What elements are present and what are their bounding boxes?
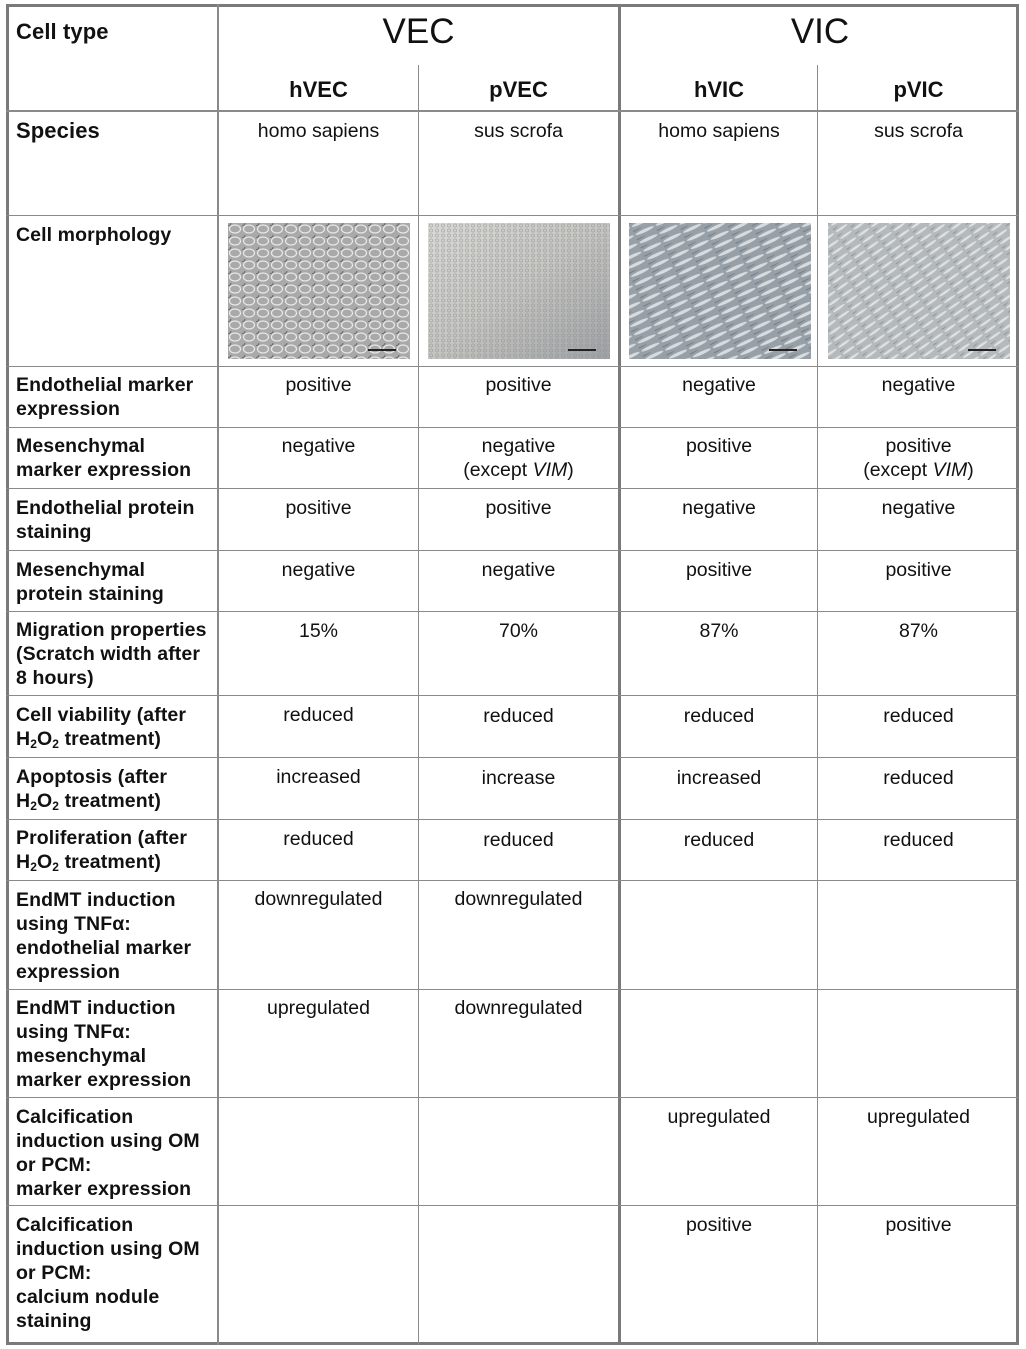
row-divider — [6, 215, 1019, 216]
micrograph-hvic — [629, 223, 811, 359]
row-divider — [6, 1205, 1019, 1206]
cell-value: 70% — [498, 620, 539, 642]
cell-value: negative — [682, 374, 756, 396]
cell-type-label: Cell type — [16, 19, 109, 44]
h2o2-formula: $H_2O_2$ — [16, 851, 60, 874]
micrograph-pvec — [428, 223, 610, 359]
column-heading-pvic: pVIC — [893, 77, 944, 102]
cell-value: 87% — [699, 620, 739, 642]
group-vec-heading: VEC — [382, 12, 455, 51]
cell-value: positive — [285, 374, 352, 396]
cell-value: positive — [685, 1214, 753, 1236]
cell-value: 15% — [298, 620, 339, 642]
cell-value: negative — [281, 435, 356, 457]
column-heading-hvec: hVEC — [289, 77, 348, 102]
row-divider — [6, 695, 1019, 696]
cell-value: 87% — [898, 620, 939, 642]
row-label-cell-viability: Cell viability (after $H_2O_2$ treatment) — [16, 704, 187, 751]
morphology-label: Cell morphology — [16, 224, 172, 246]
row-divider — [6, 366, 1019, 367]
exception-note: (except VIM) — [863, 459, 974, 481]
cell-value: reduced — [683, 705, 755, 727]
row-divider — [6, 880, 1019, 881]
row-label-endothelial-marker: Endothelial marker expression — [16, 374, 194, 420]
row-label-endothelial-protein: Endothelial protein staining — [16, 497, 195, 543]
species-value: homo sapiens — [658, 120, 780, 142]
species-value: homo sapiens — [257, 120, 380, 142]
cell-value: reduced — [883, 767, 954, 789]
cell-value: positive — [885, 1214, 952, 1236]
cell-value-with-note: positive (except VIM) — [863, 435, 974, 481]
cell-value: negative — [881, 374, 956, 396]
row-label-calcification-staining: Calcification induction using OM or PCM: calcium nodule staining — [16, 1214, 200, 1332]
cell-value: negative — [881, 497, 956, 519]
cell-value: reduced — [283, 704, 354, 726]
scale-bar — [769, 349, 797, 351]
species-value: sus scrofa — [874, 120, 963, 142]
cell-value: positive — [485, 374, 552, 396]
cell-value: downregulated — [254, 888, 383, 910]
cell-value: reduced — [883, 829, 954, 851]
cell-value: negative — [682, 497, 756, 519]
row-label-mesenchymal-protein: Mesenchymal protein staining — [16, 559, 164, 605]
cell-value: positive — [685, 435, 753, 457]
cell-value: reduced — [883, 705, 954, 727]
exception-note: (except VIM) — [463, 459, 574, 481]
cell-value: negative — [481, 559, 556, 581]
scale-bar — [968, 349, 996, 351]
cell-value: positive — [285, 497, 352, 519]
row-divider — [6, 989, 1019, 990]
cell-value: increase — [481, 767, 556, 789]
cell-value: increased — [276, 766, 361, 788]
row-label-apoptosis: Apoptosis (after $H_2O_2$ treatment) — [16, 766, 168, 813]
cell-value-with-note: negative (except VIM) — [463, 435, 574, 481]
row-divider — [6, 1097, 1019, 1098]
scale-bar — [568, 349, 596, 351]
species-label: Species — [16, 118, 100, 143]
cell-value: reduced — [483, 829, 554, 851]
row-divider — [6, 427, 1019, 428]
cell-value: upregulated — [667, 1106, 771, 1128]
cell-value: reduced — [483, 705, 554, 727]
column-heading-pvec: pVEC — [489, 77, 548, 102]
cell-value: upregulated — [866, 1106, 970, 1128]
row-divider — [6, 611, 1019, 612]
cell-value: downregulated — [454, 997, 583, 1019]
row-divider — [6, 550, 1019, 551]
divider-group — [618, 4, 621, 1345]
h2o2-formula: $H_2O_2$ — [16, 790, 60, 813]
cell-value: positive — [685, 559, 753, 581]
cell-value: downregulated — [454, 888, 583, 910]
row-divider — [6, 757, 1019, 758]
row-label-proliferation: Proliferation (after $H_2O_2$ treatment) — [16, 827, 188, 874]
cell-value: positive — [485, 497, 552, 519]
row-divider — [6, 819, 1019, 820]
cell-value: upregulated — [266, 997, 370, 1019]
micrograph-hvec — [228, 223, 410, 359]
row-label-endmt-endothelial: EndMT induction using TNFα: endothelial marker expression — [16, 889, 192, 983]
cell-value: reduced — [283, 828, 354, 850]
cell-value: reduced — [683, 829, 755, 851]
micrograph-pvic — [828, 223, 1010, 359]
scale-bar — [368, 349, 396, 351]
row-divider — [6, 110, 1019, 112]
cell-value: increased — [676, 767, 762, 789]
cell-value: negative — [281, 559, 356, 581]
species-value: sus scrofa — [474, 120, 563, 142]
column-heading-hvic: hVIC — [693, 77, 745, 102]
cell-value: positive — [885, 559, 952, 581]
row-divider — [6, 488, 1019, 489]
divider-label-column — [217, 4, 219, 1345]
group-vic-heading: VIC — [790, 12, 850, 51]
row-label-calcification-marker: Calcification induction using OM or PCM: marker expression — [16, 1106, 200, 1200]
h2o2-formula: $H_2O_2$ — [16, 728, 60, 751]
row-label-endmt-mesenchymal: EndMT induction using TNFα: mesenchymal marker expression — [16, 997, 192, 1091]
row-label-mesenchymal-marker: Mesenchymal marker expression — [16, 435, 192, 481]
row-label-migration: Migration properties (Scratch width after 8 hours) — [16, 619, 207, 689]
